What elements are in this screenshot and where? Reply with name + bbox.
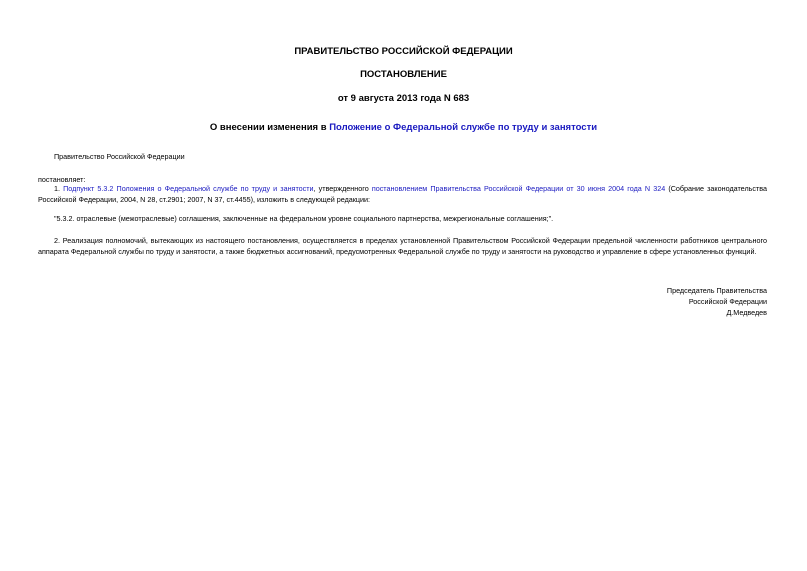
document-type: ПОСТАНОВЛЕНИЕ <box>360 69 447 80</box>
signature-block <box>667 285 767 318</box>
quote-paragraph: "5.3.2. отраслевые (межотраслевые) соглашения, заключенные на федеральном уровне социального партнерства, межрегиональные соглашения;". <box>54 214 554 223</box>
regulation-link[interactable]: Положение о Федеральной службе по труду и занятости <box>329 122 598 133</box>
signature-name: Д.Медведев <box>726 308 767 317</box>
item-2-paragraph: 2. Реализация полномочий, вытекающих из настоящего постановления, осуществляется в пределах установленной Правительством Российской Федерации предельной численности работников центрального аппарата Федеральной службы по труду и занятости, а также бюджетных ассигнований, предусмотренных Федеральной службе по труду и занятости на руководство и управление в сфере установленных функций. <box>38 236 767 256</box>
document-date-number: от 9 августа 2013 года N 683 <box>337 93 470 104</box>
resolution-link[interactable]: постановлением Правительства Российской Федерации от 30 июня 2004 года N 324 <box>371 184 666 193</box>
document-title <box>0 122 807 133</box>
issuing-organization: ПРАВИТЕЛЬСТВО РОССИЙСКОЙ ФЕДЕРАЦИИ <box>294 46 513 57</box>
item-1-mid: , утвержденного <box>313 184 372 193</box>
signature-country: Российской Федерации <box>688 297 767 306</box>
item-1-suffix: (Собрание законодательства Российской Федерации, 2004, N 28, ст.2901; 2007, N 37, ст.4455), изложить в следующей редакции: <box>38 184 768 204</box>
subclause-link[interactable]: Подпункт 5.3.2 Положения о Федеральной службе по труду и занятости <box>63 184 314 193</box>
signature-position: Председатель Правительства <box>666 286 767 295</box>
title-prefix: О внесении изменения в <box>209 122 330 133</box>
item-1-paragraph <box>38 183 767 205</box>
item-1-prefix: 1. <box>54 184 64 193</box>
intro-paragraph: Правительство Российской Федерации <box>54 152 185 161</box>
decrees-paragraph: постановляет: <box>38 175 86 184</box>
